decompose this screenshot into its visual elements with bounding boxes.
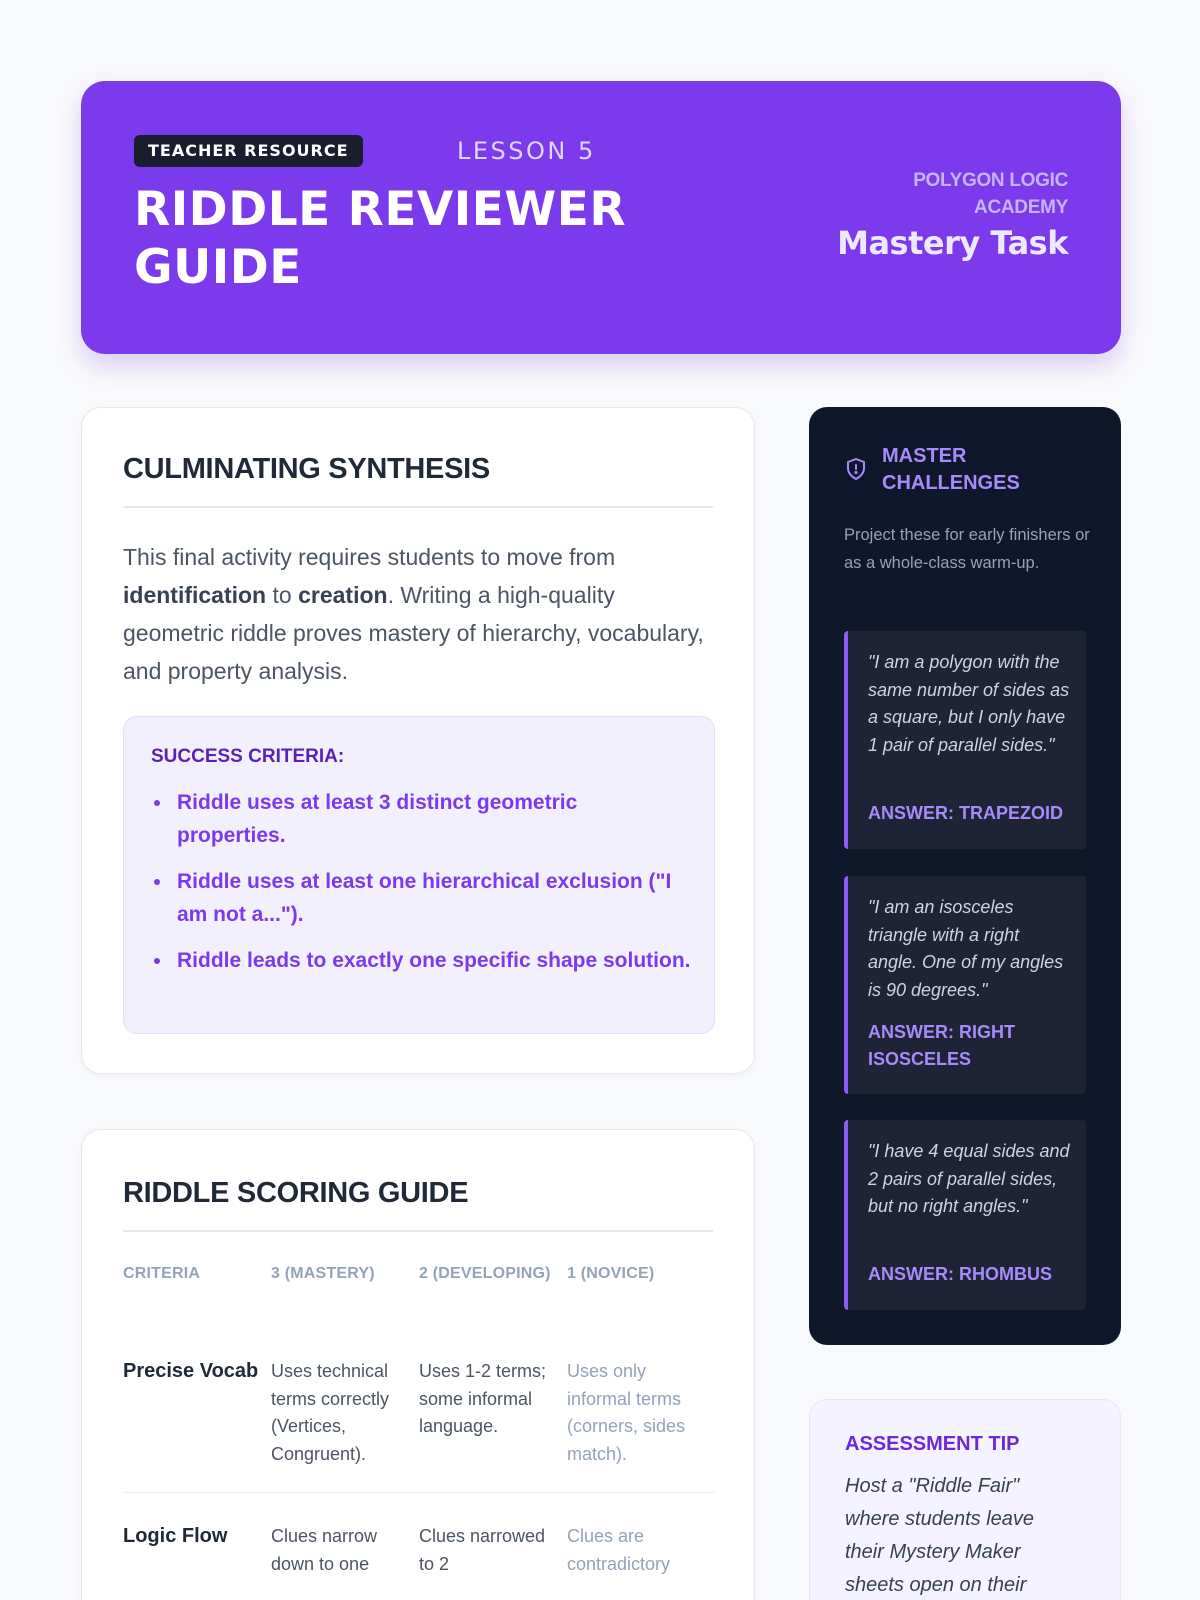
success-criteria-title: SUCCESS CRITERIA: [151, 746, 345, 767]
mastery-cell: Uses technical terms correctly (Vertices, Congruent). [271, 1361, 390, 1464]
riddle-question: "I am a polygon with the same number of sides as a square, but I only have 1 pair of parallel sides." [868, 652, 1070, 755]
intro-bold-identification: identification [123, 582, 267, 608]
intro-text: to [266, 582, 299, 608]
table-row [123, 1358, 715, 1493]
riddle-question: "I have 4 equal sides and 2 pairs of parallel sides, but no right angles." [868, 1141, 1070, 1216]
criteria-item: Riddle uses at least one hierarchical exclusion ("I am not a..."). [151, 865, 691, 931]
column-header: CRITERIA [123, 1265, 201, 1282]
criteria-item: Riddle uses at least 3 distinct geometric properties. [151, 786, 691, 852]
assessment-tip-body: Host a "Riddle Fair" where students leave their Mystery Maker sheets open on their [845, 1475, 1035, 1596]
header-banner [81, 81, 1121, 354]
riddle-answer: ANSWER: RHOMBUS [868, 1264, 1052, 1284]
scoring-guide-title: RIDDLE SCORING GUIDE [123, 1177, 713, 1232]
riddle-answer: ANSWER: RIGHT ISOSCELES [868, 1022, 1015, 1069]
column-header: 1 (NOVICE) [567, 1265, 655, 1282]
table-header-row [123, 1261, 715, 1358]
intro-text: . Writing a high-quality geometric riddle proves mastery of hierarchy, vocabulary, and property analysis. [123, 582, 704, 684]
riddle-card [844, 876, 1086, 1094]
task-label: Mastery Task [837, 224, 1068, 262]
column-header: 2 (DEVELOPING) [419, 1265, 551, 1282]
teacher-resource-badge: TEACHER RESOURCE [134, 135, 363, 167]
riddle-card [844, 1120, 1086, 1310]
synthesis-title: CULMINATING SYNTHESIS [123, 453, 713, 508]
riddle-answer: ANSWER: TRAPEZOID [868, 803, 1063, 823]
challenges-description: Project these for early finishers or as a whole-class warm-up. [844, 526, 1090, 572]
scoring-guide-card [81, 1129, 755, 1600]
criteria-item: Riddle leads to exactly one specific shape solution. [151, 944, 691, 977]
table-row [123, 1523, 715, 1600]
academy-name: POLYGON LOGIC ACADEMY [913, 170, 1068, 218]
criteria-cell: Precise Vocab [123, 1360, 259, 1382]
lesson-label: LESSON 5 [457, 137, 596, 165]
success-criteria-box [123, 716, 715, 1034]
criteria-cell: Logic Flow [123, 1525, 228, 1547]
intro-text: This final activity requires students to move from [123, 544, 616, 570]
riddle-card [844, 631, 1086, 849]
developing-cell: Clues narrowed to 2 [419, 1526, 546, 1574]
novice-cell: Clues are contradictory [567, 1526, 671, 1574]
master-challenges-panel [809, 407, 1121, 1345]
success-criteria-list [151, 786, 691, 990]
synthesis-intro [123, 538, 715, 690]
intro-bold-creation: creation [298, 582, 388, 608]
scoring-table [123, 1261, 715, 1600]
page-title: RIDDLE REVIEWER GUIDE [134, 182, 627, 295]
novice-cell: Uses only informal terms (corners, sides match). [567, 1361, 686, 1464]
mastery-cell: Clues narrow down to one [271, 1526, 378, 1574]
developing-cell: Uses 1-2 terms; some informal language. [419, 1361, 547, 1436]
shield-icon [845, 457, 867, 481]
synthesis-card [81, 407, 755, 1074]
challenges-title: MASTER CHALLENGES [882, 445, 1020, 494]
assessment-tip-title: ASSESSMENT TIP [845, 1433, 1020, 1455]
assessment-tip-card [809, 1399, 1121, 1600]
column-header: 3 (MASTERY) [271, 1265, 375, 1282]
riddle-question: "I am an isosceles triangle with a right angle. One of my angles is 90 degrees." [868, 897, 1064, 1000]
